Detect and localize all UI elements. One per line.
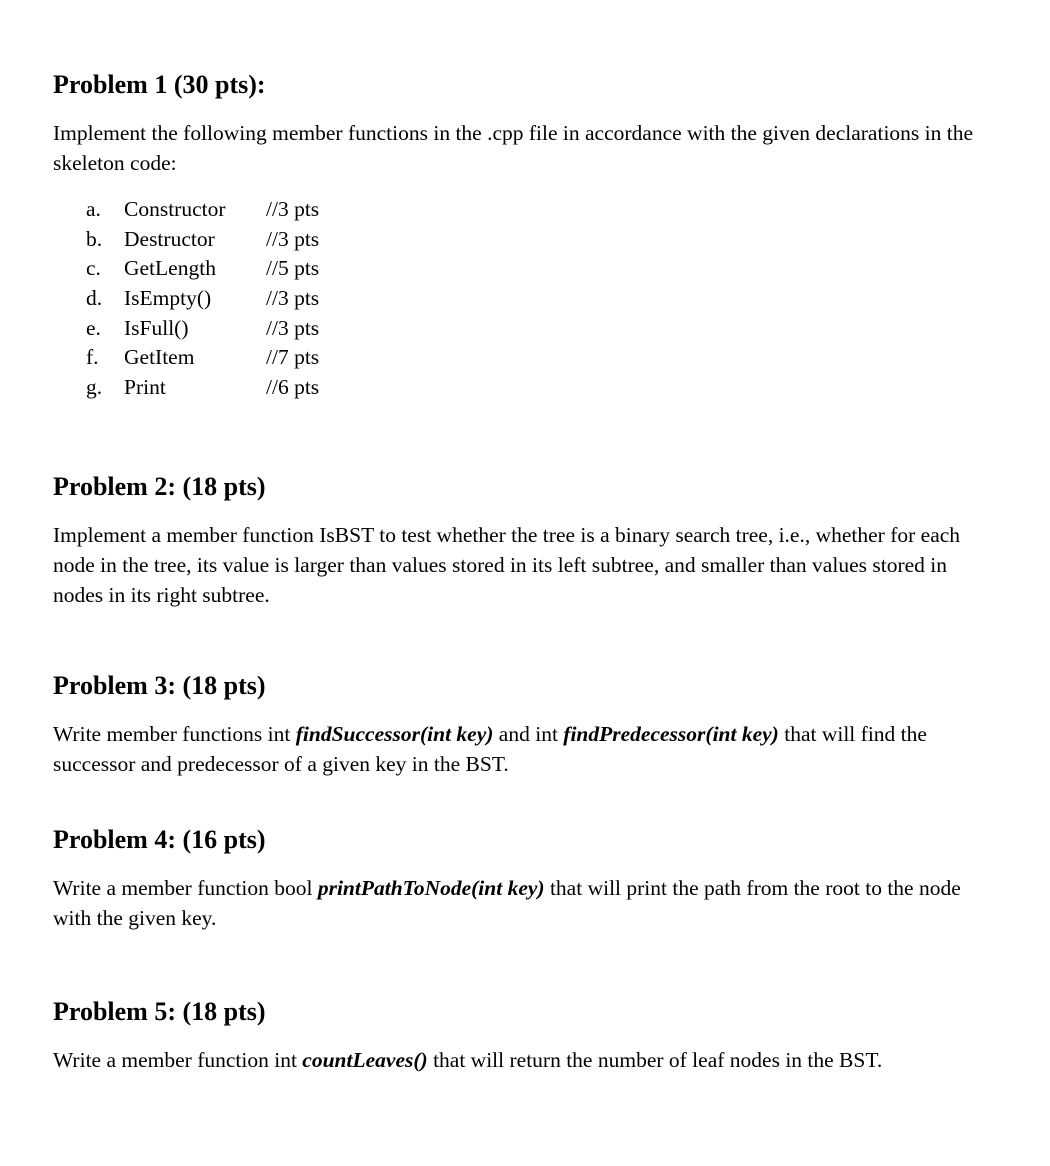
problem-4-text-after: that will print the path from the root to the node with the given key.	[53, 876, 961, 930]
problem-3-text-after: that will find the successor and predecessor of a given key in the BST.	[53, 722, 927, 776]
task-points: //3 pts	[266, 286, 320, 311]
task-name: IsFull()	[124, 315, 189, 340]
problem-3-heading: Problem 3: (18 pts)	[53, 671, 266, 700]
task-name: GetLength	[124, 256, 216, 281]
task-name: Constructor	[124, 197, 226, 221]
problem-4-text-before: Write a member function bool	[53, 876, 318, 900]
task-name: IsEmpty()	[124, 286, 212, 311]
task-letter: b.	[86, 226, 103, 251]
task-letter: f.	[86, 345, 99, 370]
problem-3-text-middle: and int	[493, 722, 564, 746]
task-points: //3 pts	[266, 226, 320, 251]
problem-2-heading: Problem 2: (18 pts)	[53, 472, 266, 501]
task-points: //6 pts	[266, 375, 320, 400]
task-points: //5 pts	[266, 256, 320, 281]
find-predecessor-signature: findPredecessor(int key)	[563, 722, 779, 746]
task-letter: c.	[86, 256, 101, 281]
problem-4-text	[53, 873, 998, 933]
task-points: //7 pts	[266, 345, 320, 370]
task-name: Destructor	[124, 226, 215, 251]
problem-5-text	[53, 1045, 998, 1075]
problem-5-text-before: Write a member function int	[53, 1048, 303, 1072]
problem-5-text-after: that will return the number of leaf nodes in the BST.	[427, 1048, 883, 1072]
find-successor-signature: findSuccessor(int key)	[295, 722, 494, 746]
task-name: Print	[124, 375, 166, 400]
problem-5-heading: Problem 5: (18 pts)	[53, 997, 266, 1026]
task-points: //3 pts	[266, 315, 320, 340]
task-letter: g.	[86, 375, 103, 400]
task-letter: e.	[86, 315, 101, 340]
problem-3-text-before: Write member functions int	[53, 722, 296, 746]
problem-1-intro: Implement the following member functions in the .cpp file in accordance with the given declarations in the skeleton code:	[53, 121, 974, 175]
task-letter: a.	[86, 197, 101, 221]
problem-1-heading: Problem 1 (30 pts):	[53, 70, 266, 99]
task-points: //3 pts	[266, 197, 320, 221]
task-name: GetItem	[124, 345, 195, 370]
task-letter: d.	[86, 286, 103, 311]
print-path-signature: printPathToNode(int key)	[317, 876, 545, 900]
problem-3-text	[53, 719, 998, 779]
problem-2-text: Implement a member function IsBST to test whether the tree is a binary search tree, i.e., whether for each node in the tree, its value is larger than values stored in its left subtree, and smaller than values stored in nodes in its right subtree.	[53, 523, 961, 607]
count-leaves-signature: countLeaves()	[302, 1048, 428, 1072]
problem-4-heading: Problem 4: (16 pts)	[53, 825, 266, 854]
